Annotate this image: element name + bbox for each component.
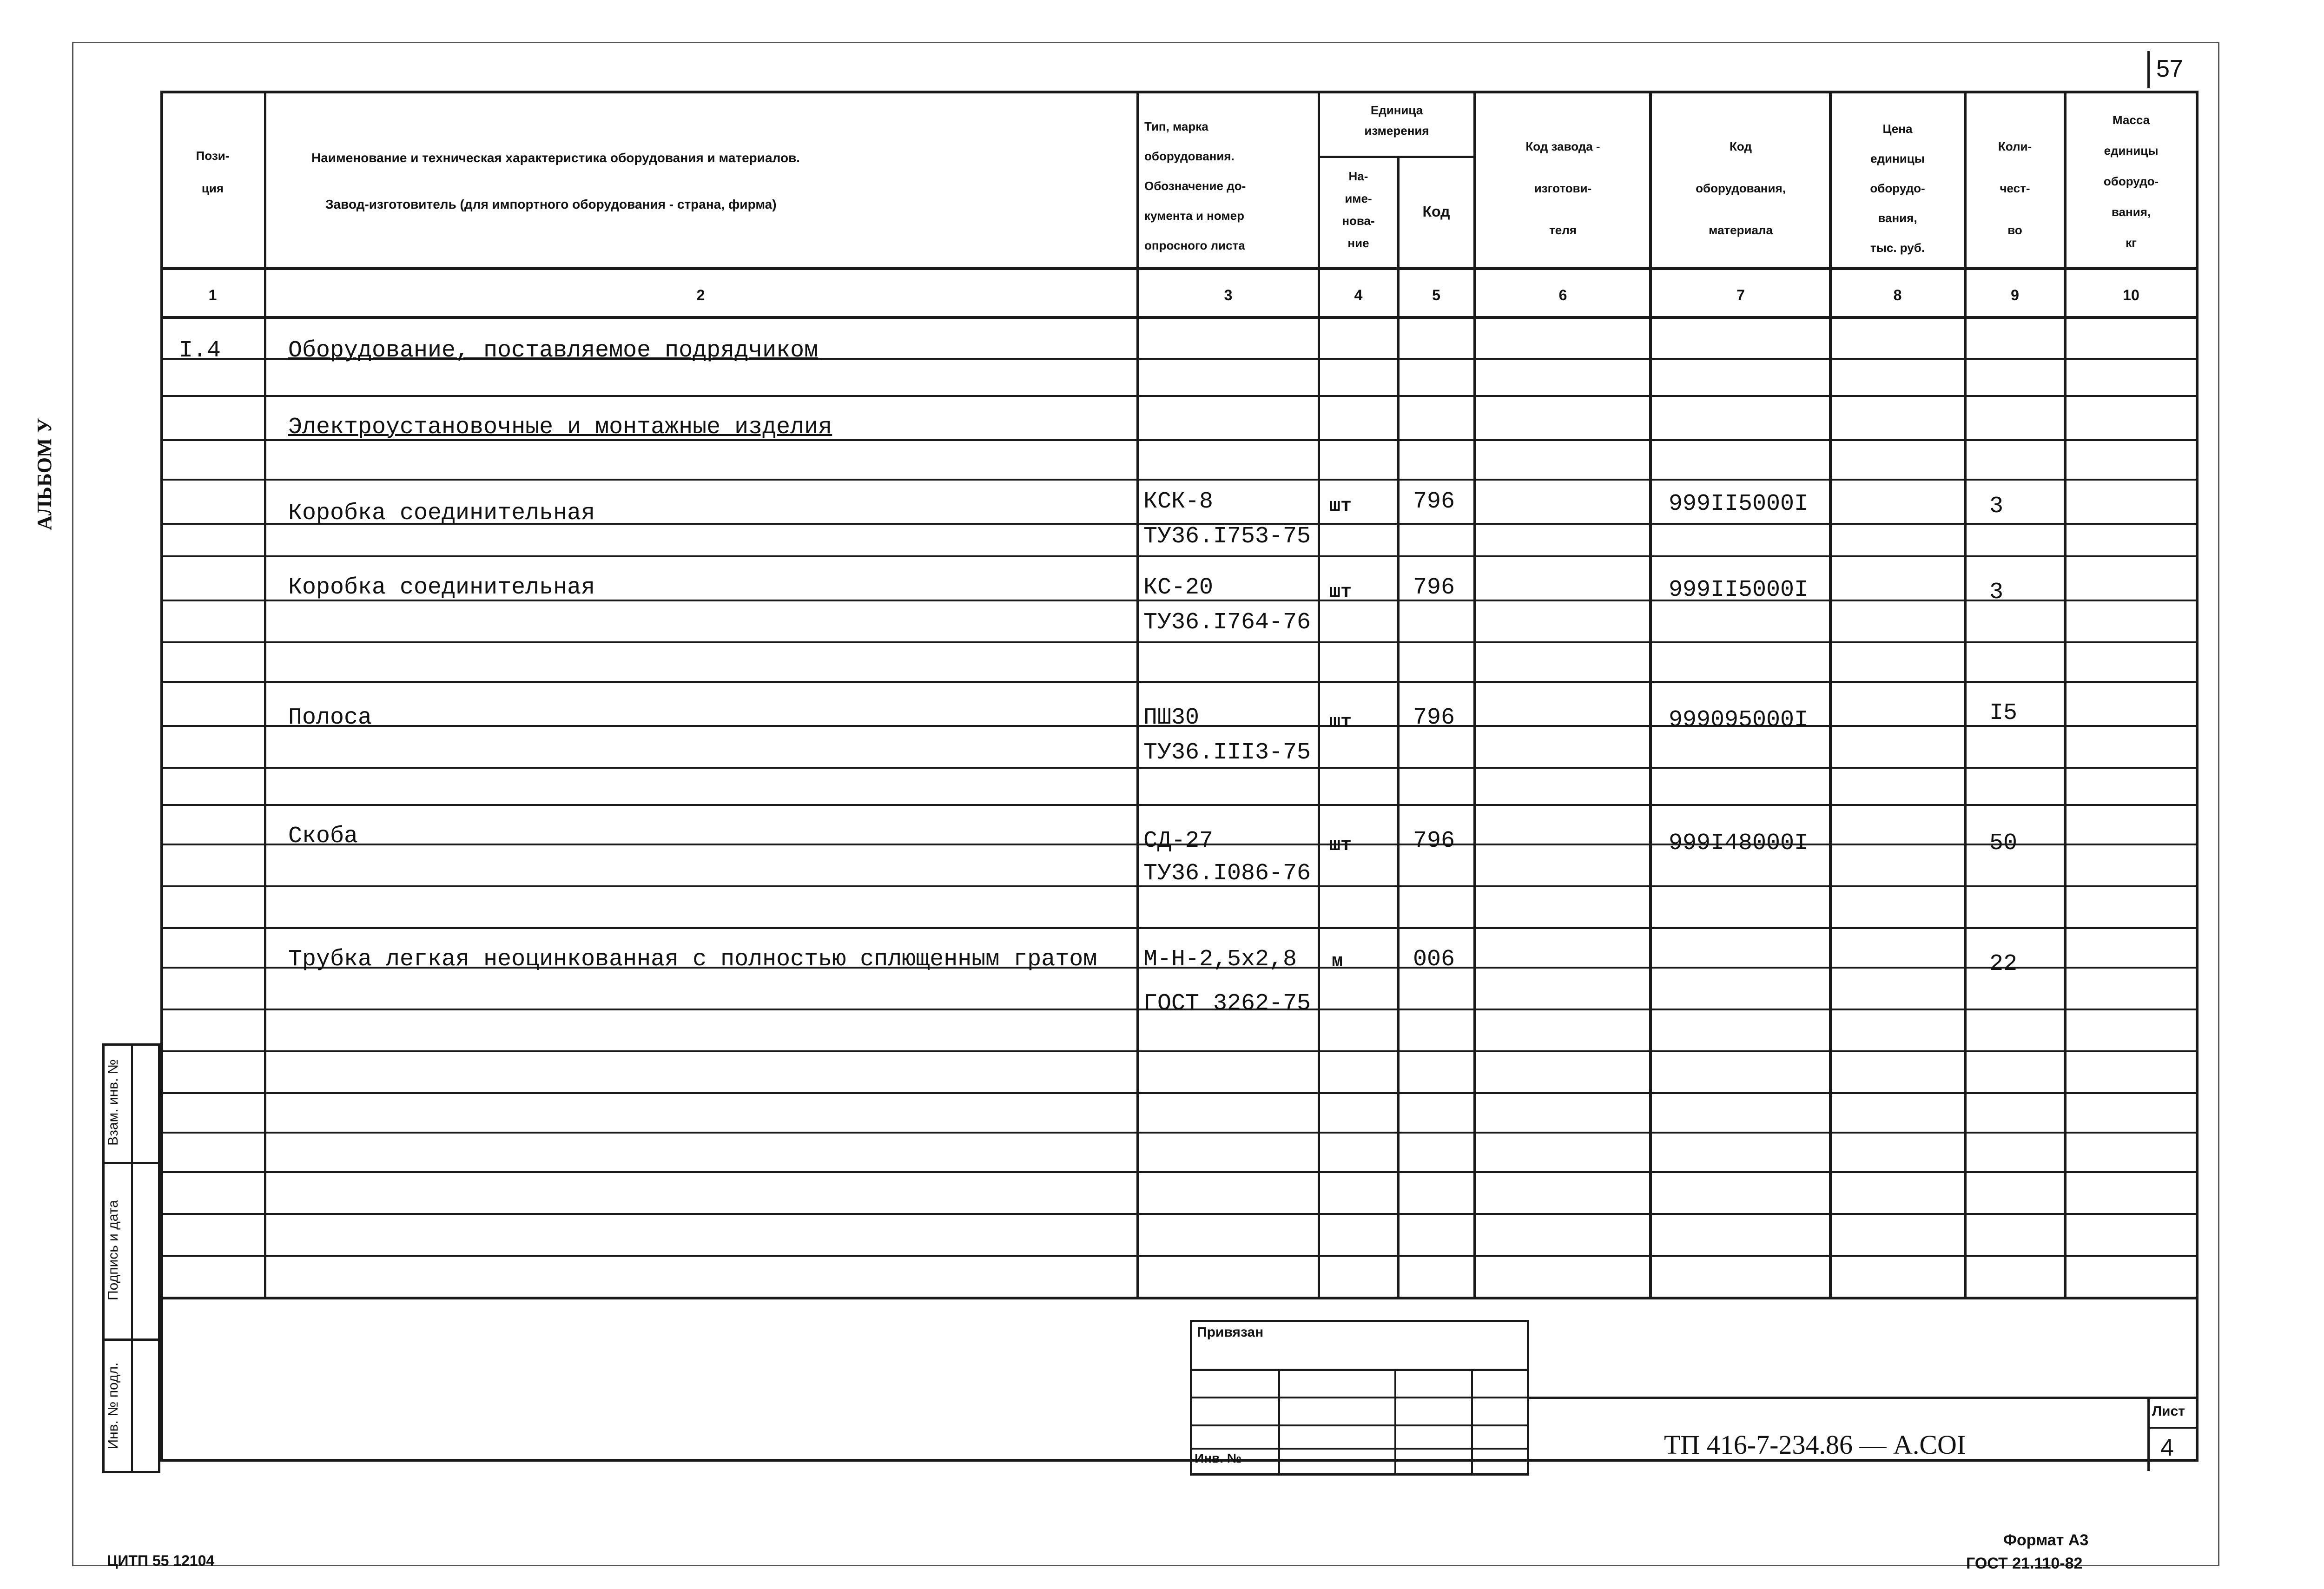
stamp-line	[1529, 1397, 2199, 1399]
row-line	[160, 1132, 2199, 1134]
header-col9: Коли- чест- во	[1998, 139, 2032, 237]
row-line	[160, 681, 2199, 683]
item-unit-code: 006	[1413, 946, 1455, 973]
item-doc: ГОСТ 3262-75	[1143, 990, 1311, 1017]
header-col4: На- име- нова- ние	[1342, 169, 1375, 250]
stamp-line	[1471, 1369, 1473, 1476]
item-doc: ТУ36.III3-75	[1143, 739, 1311, 766]
item-name: Коробка соединительная	[288, 500, 595, 527]
col-line	[1473, 91, 1476, 1297]
row-line	[160, 804, 2199, 806]
colnum-8: 8	[1893, 287, 1902, 303]
header-line	[160, 316, 2199, 319]
colnum-7: 7	[1736, 287, 1745, 303]
stamp-line	[2147, 1427, 2199, 1429]
row-line	[160, 555, 2199, 557]
colnum-2: 2	[696, 287, 705, 303]
header-line	[160, 267, 2199, 270]
stamp-line	[1278, 1369, 1280, 1476]
header-unit-group: Единица измерения	[1364, 103, 1429, 138]
item-name: Скоба	[288, 823, 358, 850]
item-doc: ТУ36.I086-76	[1143, 860, 1311, 887]
item-equip-code: 999II5000I	[1669, 577, 1809, 603]
row-line	[160, 1213, 2199, 1215]
row-line	[160, 641, 2199, 643]
stamp-label-podpis: Подпись и дата	[106, 1200, 121, 1300]
row-line	[160, 479, 2199, 481]
row-line	[160, 927, 2199, 929]
item-unit: шт	[1329, 496, 1352, 517]
footer-format: Формат А3	[2003, 1531, 2089, 1549]
item-qty: I5	[1989, 700, 2018, 726]
item-equip-code: 999II5000I	[1669, 491, 1809, 517]
sheet-number: 4	[2160, 1434, 2174, 1461]
item-unit-code: 796	[1413, 574, 1455, 601]
item-unit-code: 796	[1413, 488, 1455, 515]
stamp-line	[1190, 1424, 1529, 1426]
item-unit: м	[1332, 951, 1343, 972]
item-qty: 50	[1989, 830, 2018, 857]
row-line	[160, 1171, 2199, 1173]
row-line	[160, 395, 2199, 397]
section-title: Оборудование, поставляемое подрядчиком	[288, 337, 819, 364]
header-col5: Код	[1422, 203, 1450, 220]
item-qty: 3	[1989, 579, 2004, 606]
item-type: ПШ30	[1143, 705, 1200, 731]
privyazan-label: Привязан	[1197, 1325, 1264, 1340]
col-line	[2064, 91, 2067, 1297]
col-line	[1136, 91, 1139, 1297]
item-qty: 22	[1989, 951, 2018, 977]
footer-gost: ГОСТ 21.110-82	[1966, 1555, 2083, 1572]
item-name: Трубка легкая неоцинкованная с полностью сплющенным гратом	[288, 946, 1097, 973]
item-type: М-Н-2,5х2,8	[1143, 946, 1297, 973]
stamp-line	[1190, 1397, 1529, 1398]
header-col1: Пози- ция	[196, 149, 230, 195]
row-line	[160, 1255, 2199, 1257]
stamp-line	[1190, 1369, 1529, 1371]
colnum-6: 6	[1558, 287, 1567, 303]
item-unit: шт	[1329, 582, 1352, 603]
item-equip-code: 999I48000I	[1669, 830, 1809, 857]
item-unit-code: 796	[1413, 705, 1455, 731]
row-line	[160, 1092, 2199, 1094]
item-name: Полоса	[288, 705, 372, 731]
item-unit-code: 796	[1413, 828, 1455, 854]
header-col6: Код завода - изготови- теля	[1525, 139, 1600, 237]
header-line	[1318, 156, 1476, 158]
item-doc: ТУ36.I764-76	[1143, 609, 1311, 636]
col-line	[264, 91, 266, 1297]
header-col7: Код оборудования, материала	[1696, 139, 1786, 237]
col-line	[1829, 91, 1832, 1297]
item-type: СД-27	[1143, 828, 1214, 854]
colnum-5: 5	[1432, 287, 1440, 303]
corner-sheet-number: 57	[2156, 55, 2183, 82]
header-col3: Тип, марка оборудования. Обозначение до- кумента и номер опросного листа	[1144, 119, 1246, 252]
col-line	[1964, 91, 1967, 1297]
item-unit: шт	[1329, 712, 1352, 733]
item-equip-code: 999095000I	[1669, 707, 1809, 733]
stamp-label-vzam: Взам. инв. №	[106, 1059, 121, 1146]
header-col8: Цена единицы оборудо- вания, тыс. руб.	[1870, 122, 1925, 255]
sheet-label: Лист	[2152, 1404, 2185, 1419]
stamp-line	[1190, 1448, 1529, 1450]
subsection-title: Электроустановочные и монтажные изделия	[288, 414, 832, 441]
stamp-divider	[131, 1043, 133, 1473]
item-type: КСК-8	[1143, 488, 1214, 515]
col-line	[1318, 91, 1320, 1297]
colnum-9: 9	[2011, 287, 2019, 303]
row-pos: I.4	[179, 337, 221, 364]
body-bottom-line	[160, 1297, 2199, 1299]
inv-label: Инв. №	[1195, 1451, 1242, 1465]
stamp-label-inv: Инв. № подл.	[106, 1362, 121, 1450]
footer-code: ЦИТП 55 12104	[107, 1552, 215, 1569]
header-col10: Масса единицы оборудо- вания, кг	[2103, 113, 2159, 250]
item-qty: 3	[1989, 493, 2004, 520]
item-type: КС-20	[1143, 574, 1214, 601]
col-line	[1649, 91, 1652, 1297]
item-doc: ТУ36.I753-75	[1143, 523, 1311, 550]
stamp-line	[1394, 1369, 1396, 1476]
item-name: Коробка соединительная	[288, 574, 595, 601]
colnum-1: 1	[208, 287, 217, 303]
row-line	[160, 1050, 2199, 1052]
header-col2: Наименование и техническая характеристика оборудования и материалов. Завод-изготовитель (для импортного оборудования - страна, фирма)	[311, 151, 800, 211]
colnum-10: 10	[2123, 287, 2139, 303]
row-line	[160, 767, 2199, 769]
document-code: ТП 416-7-234.86 — А.СОI	[1664, 1430, 1966, 1460]
item-unit: шт	[1329, 835, 1352, 856]
colnum-3: 3	[1224, 287, 1233, 303]
album-label: АЛЬБОМ У	[33, 418, 56, 530]
col-line	[2196, 91, 2199, 1297]
colnum-4: 4	[1354, 287, 1363, 303]
